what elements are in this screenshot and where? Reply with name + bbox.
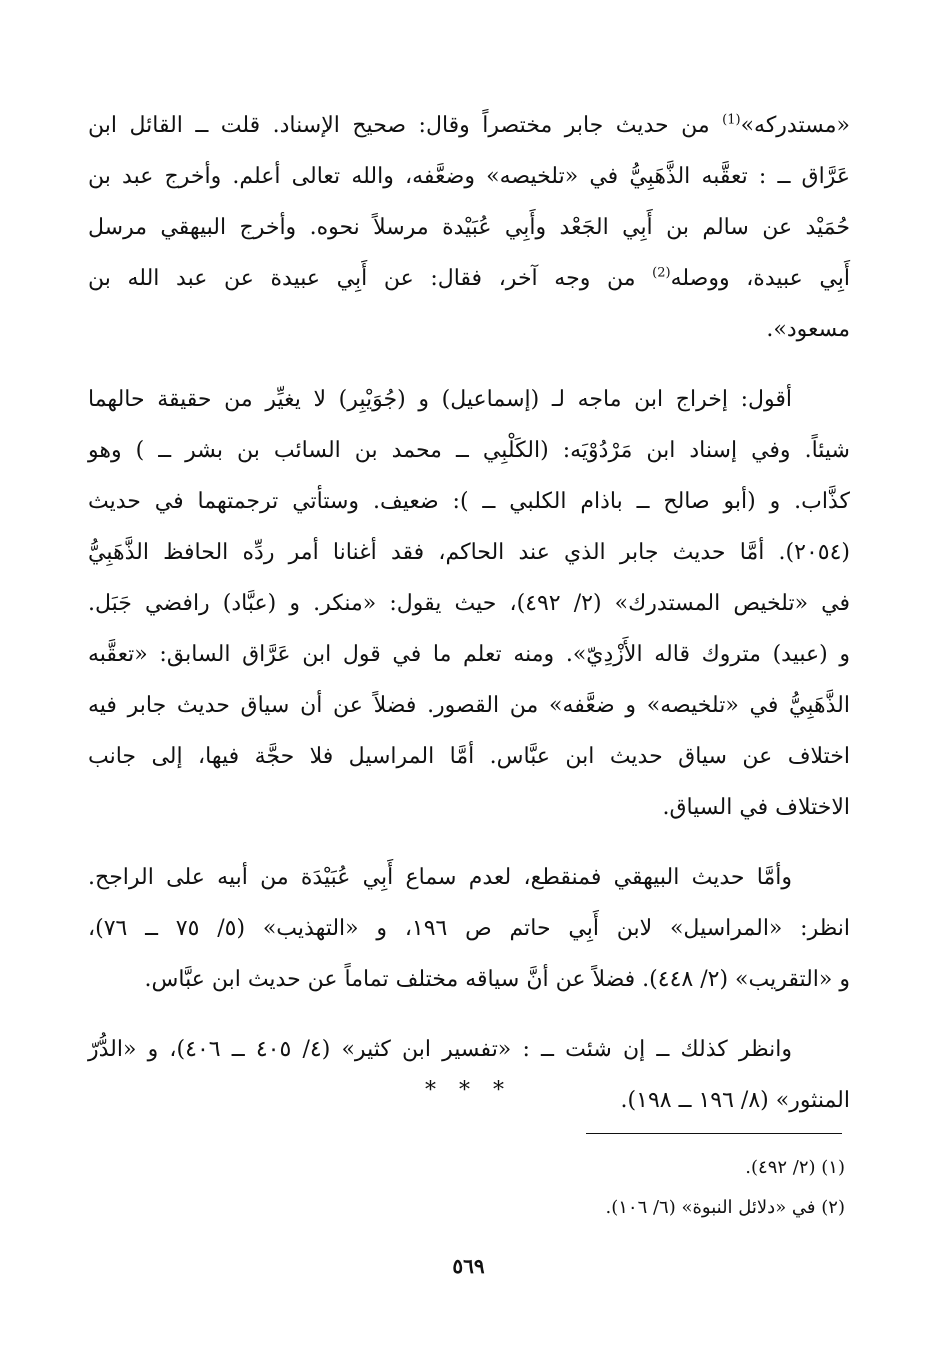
footnote-marker: (2) bbox=[652, 265, 671, 281]
footnote-divider bbox=[586, 1133, 842, 1134]
text-line: مسعود». bbox=[766, 317, 850, 342]
paragraph-2 bbox=[88, 374, 850, 833]
footnote-2: (٢) في «دلائل النبوة» (٦/ ١٠٦). bbox=[605, 1197, 845, 1218]
paragraph-3 bbox=[88, 852, 850, 1005]
footnote-1: (١) (٢/ ٤٩٢). bbox=[745, 1157, 845, 1178]
paragraph-1 bbox=[88, 100, 850, 355]
text-line: أَبِي عبيدة، ووصله$^{(2)}$ من وجه آخر، فقال: عن أَبِي عبيدة عن عبد الله بن bbox=[88, 265, 850, 291]
footnotes bbox=[88, 1148, 845, 1228]
text-line: و (عبيد) متروك قاله الأَزْدِيّ». ومنه تعلم ما في قول ابن عَرَّاق السابق: «تعقَّبه bbox=[88, 642, 850, 667]
section-separator: * * * bbox=[425, 1078, 512, 1103]
paragraph-4 bbox=[88, 1024, 850, 1126]
text-line: كذَّاب. و (أبو صالح ــ باذام الكلبي ــ ): ضعيف. وستأتي ترجمتهما في حديث bbox=[88, 489, 850, 514]
text-line: وأمَّا حديث البيهقي فمنقطع، لعدم سماع أَبِي عُبَيْدَة من أبيه على الراجح. bbox=[88, 865, 792, 890]
text-line: انظر: «المراسيل» لابن أَبِي حاتم ص ١٩٦، و «التهذيب» (٥/ ٧٥ ــ ٧٦)، bbox=[88, 916, 851, 941]
text-line: (٢٠٥٤). أمَّا حديث جابر الذي عند الحاكم، فقد أغنانا أمر ردِّه الحافظ الذَّهَبِيُّ bbox=[88, 540, 850, 565]
text-line: الاختلاف في السياق. bbox=[662, 795, 850, 820]
text-line: أقول: إخراج ابن ماجه لـ (إسماعيل) و (جُوَيْبِر) لا يغيِّر من حقيقة حالهما bbox=[88, 387, 792, 412]
text-line: عَرَّاق ــ : تعقَّبه الذَّهَبِيُّ في «تلخيصه» وضعَّفه، والله تعالى أعلم. وأخرج عبد بن bbox=[88, 164, 850, 189]
text-line: «مستدركه»$^{(1)}$ من حديث جابر مختصراً وقال: صحيح الإسناد. قلت ــ القائل ابن bbox=[88, 112, 850, 138]
text-line: و «التقريب» (٢/ ٤٤٨). فضلاً عن أنَّ سياقه مختلف تماماً عن حديث ابن عبَّاس. bbox=[144, 967, 850, 992]
text-line: في «تلخيص المستدرك» (٢/ ٤٩٢)، حيث يقول: «منكر. و (عبَّاد) رافضي جَبَل. bbox=[88, 591, 851, 616]
text-line: شيئاً. وفي إسناد ابن مَرْدُوْيَه: (الكَلْبِي ــ محمد بن السائب بن بشر ــ ) وهو bbox=[88, 438, 850, 463]
page-number: ٥٦٩ bbox=[452, 1254, 485, 1278]
text-line: حُمَيْد عن سالم بن أَبِي الجَعْد وأَبِي عُبَيْدة مرسلاً نحوه. وأخرج البيهقي مرسل bbox=[88, 215, 850, 240]
text-line: الذَّهَبِيُّ في «تلخيصه» و ضعَّفه» من القصور. فضلاً عن أن سياق حديث جابر فيه bbox=[88, 693, 850, 718]
text-line: وانظر كذلك ــ إن شئت ــ : «تفسير ابن كثير» (٤/ ٤٠٥ ــ ٤٠٦)، و «الدُّرّ bbox=[88, 1037, 792, 1062]
main-text bbox=[88, 100, 850, 1145]
text-line: المنثور» (٨/ ١٩٦ ــ ١٩٨). bbox=[620, 1088, 850, 1113]
footnote-marker: (1) bbox=[722, 112, 741, 128]
text-line: اختلاف عن سياق حديث ابن عبَّاس. أمَّا المراسيل فلا حجَّة فيها، إلى جانب bbox=[88, 744, 850, 769]
